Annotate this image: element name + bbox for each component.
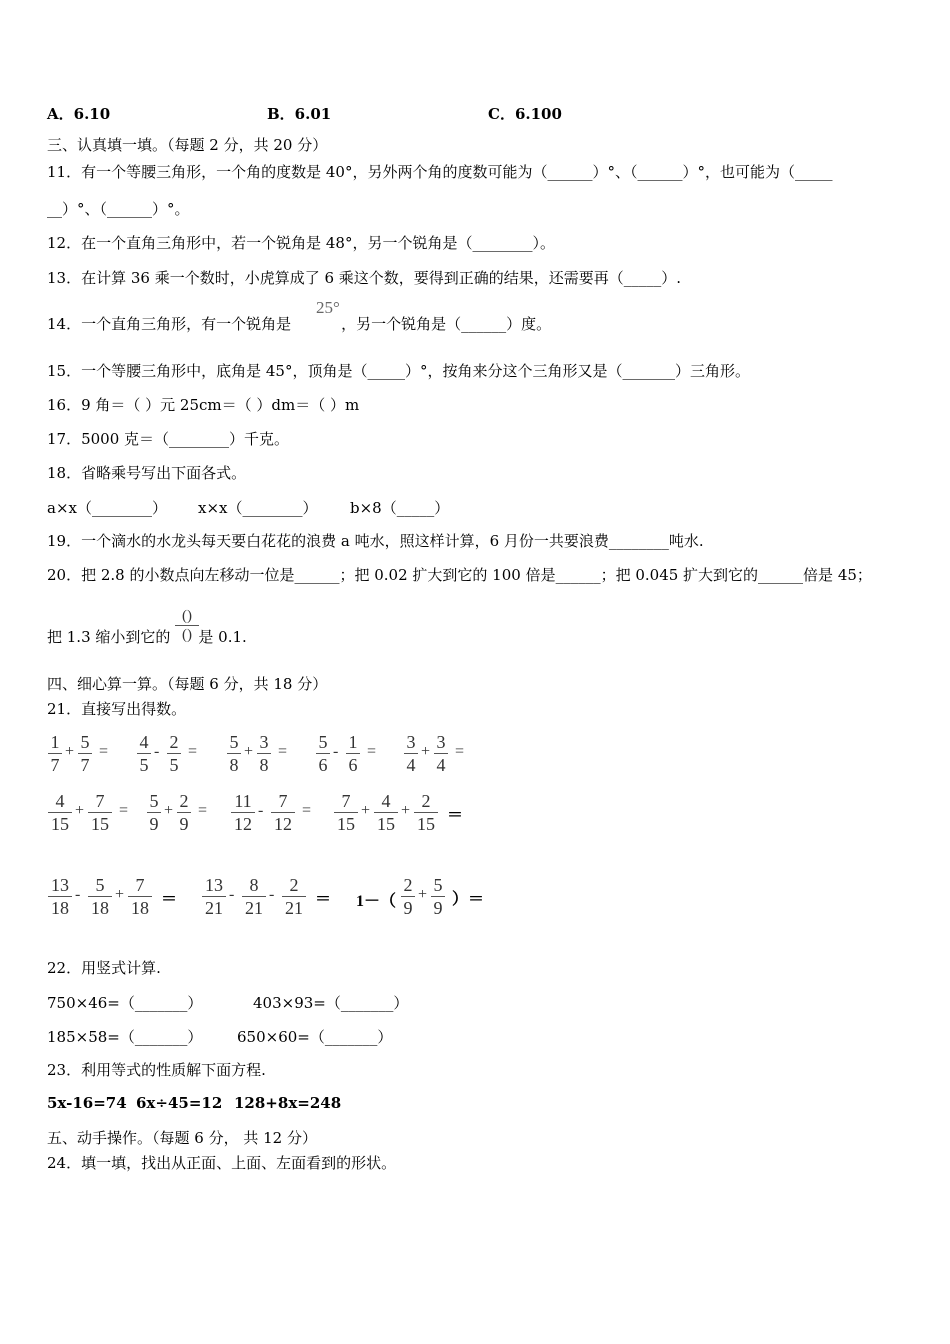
equals-sign: ＝ bbox=[161, 891, 178, 908]
fraction-denominator: 5 bbox=[139, 755, 149, 775]
fraction-numerator: 2 bbox=[421, 791, 431, 811]
question-22: 22．用竖式计算. bbox=[47, 959, 161, 977]
fraction-denominator: 12 bbox=[234, 814, 252, 834]
fraction bbox=[400, 874, 416, 919]
fraction bbox=[230, 790, 256, 835]
fraction bbox=[87, 790, 113, 835]
fraction-numerator: 7 bbox=[95, 791, 105, 811]
fraction bbox=[47, 731, 63, 776]
blank-fraction-numerator: () bbox=[182, 608, 192, 624]
fraction-numerator: 3 bbox=[436, 732, 446, 752]
fraction-numerator: 5 bbox=[318, 732, 328, 752]
q20-tail: 是 0.1. bbox=[198, 628, 247, 646]
equals-sign: = bbox=[119, 802, 129, 819]
question-14 bbox=[47, 314, 551, 334]
question-14-text: 14．一个直角三角形，有一个锐角是 bbox=[47, 315, 292, 333]
fraction bbox=[226, 731, 242, 776]
fraction-numerator: 1 bbox=[348, 732, 358, 752]
fraction-denominator: 15 bbox=[377, 814, 395, 834]
section-4-title: 四、细心算一算。（每题 6 分，共 18 分） bbox=[47, 675, 328, 693]
question-16: 16．9 角＝（ ）元 25cm＝（ ）dm＝（ ）m bbox=[47, 396, 360, 414]
fraction bbox=[166, 731, 182, 776]
operator: - bbox=[333, 743, 339, 760]
fraction-denominator: 21 bbox=[245, 898, 263, 918]
question-21: 21．直接写出得数。 bbox=[47, 700, 187, 718]
fraction bbox=[47, 790, 73, 835]
fraction-denominator: 21 bbox=[285, 898, 303, 918]
fraction bbox=[345, 731, 361, 776]
fraction-denominator: 18 bbox=[51, 898, 69, 918]
operator: - bbox=[269, 886, 275, 903]
operator: + bbox=[164, 802, 174, 819]
operator: - bbox=[229, 886, 235, 903]
fraction-numerator: 5 bbox=[229, 732, 239, 752]
fraction-denominator: 15 bbox=[417, 814, 435, 834]
fraction-denominator: 9 bbox=[149, 814, 159, 834]
fraction-numerator: 13 bbox=[51, 875, 69, 895]
fraction bbox=[430, 874, 446, 919]
fraction-denominator: 12 bbox=[274, 814, 292, 834]
equation-2: 6x÷45=12 bbox=[136, 1094, 223, 1112]
choice-c: C．6.100 bbox=[488, 105, 562, 123]
equals-sign: = bbox=[278, 743, 288, 760]
fraction-numerator: 4 bbox=[381, 791, 391, 811]
fraction-numerator: 2 bbox=[169, 732, 179, 752]
fraction bbox=[127, 874, 153, 919]
question-15: 15．一个等腰三角形中，底角是 45°，顶角是（_____）°，按角来分这个三角形又是（_______）三角形。 bbox=[47, 362, 750, 380]
fraction-denominator: 18 bbox=[131, 898, 149, 918]
fraction-numerator: 5 bbox=[149, 791, 159, 811]
fraction bbox=[315, 731, 331, 776]
equals-sign: = bbox=[198, 802, 208, 819]
question-18: 18．省略乘号写出下面各式。 bbox=[47, 464, 247, 482]
equals-sign: ＝ bbox=[315, 891, 332, 908]
fraction bbox=[413, 790, 439, 835]
fraction-numerator: 2 bbox=[289, 875, 299, 895]
fraction-denominator: 7 bbox=[80, 755, 90, 775]
question-13: 13．在计算 36 乘一个数时，小虎算成了 6 乘这个数，要得到正确的结果，还需要再（_____）. bbox=[47, 269, 682, 287]
fraction bbox=[136, 731, 152, 776]
fraction-denominator: 4 bbox=[436, 755, 446, 775]
operator: + bbox=[401, 802, 411, 819]
fraction bbox=[256, 731, 272, 776]
equals-sign: ）＝ bbox=[452, 891, 485, 908]
operator: - bbox=[75, 886, 81, 903]
q22-item-1: 750×46=（_______） bbox=[47, 994, 203, 1012]
equals-sign: = bbox=[302, 802, 312, 819]
operator: + bbox=[418, 886, 428, 903]
equals-sign: = bbox=[188, 743, 198, 760]
question-20-line-2 bbox=[47, 627, 247, 647]
question-14-tail: ，另一个锐角是（______）度。 bbox=[341, 315, 552, 333]
fraction-denominator: 21 bbox=[205, 898, 223, 918]
question-11-line-2: __）°、（______）°。 bbox=[47, 200, 190, 218]
fraction bbox=[403, 731, 419, 776]
fraction bbox=[87, 874, 113, 919]
blank-fraction-denominator: () bbox=[182, 627, 192, 643]
fraction bbox=[333, 790, 359, 835]
operator: + bbox=[65, 743, 75, 760]
fraction bbox=[201, 874, 227, 919]
fraction bbox=[433, 731, 449, 776]
fraction-denominator: 15 bbox=[51, 814, 69, 834]
question-24: 24．填一填，找出从正面、上面、左面看到的形状。 bbox=[47, 1154, 397, 1172]
fraction bbox=[281, 874, 307, 919]
fraction-denominator: 8 bbox=[259, 755, 269, 775]
question-12: 12．在一个直角三角形中，若一个锐角是 48°，另一个锐角是（________）。 bbox=[47, 234, 555, 252]
fraction-numerator: 11 bbox=[234, 791, 252, 811]
fraction bbox=[146, 790, 162, 835]
fraction-numerator: 5 bbox=[80, 732, 90, 752]
operator: + bbox=[75, 802, 85, 819]
fraction-numerator: 3 bbox=[259, 732, 269, 752]
q22-item-3: 185×58=（_______） bbox=[47, 1028, 203, 1046]
fraction bbox=[241, 874, 267, 919]
equals-sign: = bbox=[99, 743, 109, 760]
fraction bbox=[176, 790, 192, 835]
fraction-denominator: 15 bbox=[337, 814, 355, 834]
question-23: 23．利用等式的性质解下面方程. bbox=[47, 1061, 266, 1079]
q22-item-2: 403×93=（_______） bbox=[253, 994, 409, 1012]
question-20-line-1: 20．把 2.8 的小数点向左移动一位是______；把 0.02 扩大到它的 100 倍是______；把 0.045 扩大到它的______倍是 45； bbox=[47, 566, 872, 584]
operator: + bbox=[361, 802, 371, 819]
fraction-numerator: 5 bbox=[433, 875, 443, 895]
fraction-numerator: 8 bbox=[249, 875, 259, 895]
angle-25-degrees: 25° bbox=[316, 298, 340, 317]
fraction-denominator: 8 bbox=[229, 755, 239, 775]
fraction bbox=[47, 874, 73, 919]
fraction-denominator: 5 bbox=[169, 755, 179, 775]
operator: + bbox=[115, 886, 125, 903]
equals-sign: = bbox=[455, 743, 465, 760]
blank-fraction bbox=[174, 607, 200, 644]
fraction-numerator: 2 bbox=[403, 875, 413, 895]
question-11-line-1: 11．有一个等腰三角形，一个角的度数是 40°，另外两个角的度数可能为（______）°、（______）°，也可能为（_____ bbox=[47, 163, 833, 181]
fraction-denominator: 9 bbox=[403, 898, 413, 918]
fraction-numerator: 1 bbox=[50, 732, 60, 752]
equation-3: 128+8x=248 bbox=[234, 1094, 342, 1112]
fraction-numerator: 2 bbox=[179, 791, 189, 811]
q18-item-xx: x×x（________） bbox=[198, 499, 318, 517]
q18-item-b8: b×8（_____） bbox=[350, 499, 450, 517]
fraction-denominator: 6 bbox=[348, 755, 358, 775]
equals-sign: ＝ bbox=[447, 807, 464, 824]
fraction-numerator: 3 bbox=[406, 732, 416, 752]
fraction bbox=[373, 790, 399, 835]
fraction-numerator: 7 bbox=[278, 791, 288, 811]
fraction-numerator: 5 bbox=[95, 875, 105, 895]
choice-b: B．6.01 bbox=[267, 105, 332, 123]
fraction bbox=[77, 731, 93, 776]
fraction-denominator: 4 bbox=[406, 755, 416, 775]
fraction-denominator: 7 bbox=[50, 755, 60, 775]
fraction-numerator: 4 bbox=[139, 732, 149, 752]
fraction bbox=[270, 790, 296, 835]
fraction-numerator: 7 bbox=[135, 875, 145, 895]
expression-prefix: 1－（ bbox=[356, 893, 397, 910]
section-5-title: 五、动手操作。（每题 6 分， 共 12 分） bbox=[47, 1129, 317, 1147]
fraction-denominator: 9 bbox=[433, 898, 443, 918]
equation-1: 5x-16=74 bbox=[47, 1094, 127, 1112]
operator: + bbox=[421, 743, 431, 760]
question-19: 19．一个滴水的水龙头每天要白花花的浪费 a 吨水，照这样计算，6 月份一共要浪费________吨水. bbox=[47, 532, 704, 550]
fraction-numerator: 4 bbox=[55, 791, 65, 811]
q18-item-ax: a×x（________） bbox=[47, 499, 167, 517]
operator: - bbox=[258, 802, 264, 819]
equals-sign: = bbox=[367, 743, 377, 760]
q22-item-4: 650×60=（_______） bbox=[237, 1028, 393, 1046]
fraction-denominator: 18 bbox=[91, 898, 109, 918]
question-17: 17．5000 克＝（________）千克。 bbox=[47, 430, 290, 448]
operator: - bbox=[154, 743, 160, 760]
fraction-numerator: 7 bbox=[341, 791, 351, 811]
fraction-denominator: 6 bbox=[318, 755, 328, 775]
fraction-numerator: 13 bbox=[205, 875, 223, 895]
q20-text: 把 1.3 缩小到它的 bbox=[47, 628, 171, 646]
operator: + bbox=[244, 743, 254, 760]
choice-a: A．6.10 bbox=[47, 105, 111, 123]
section-3-title: 三、认真填一填。（每题 2 分，共 20 分） bbox=[47, 136, 328, 154]
fraction-denominator: 9 bbox=[179, 814, 189, 834]
fraction-denominator: 15 bbox=[91, 814, 109, 834]
